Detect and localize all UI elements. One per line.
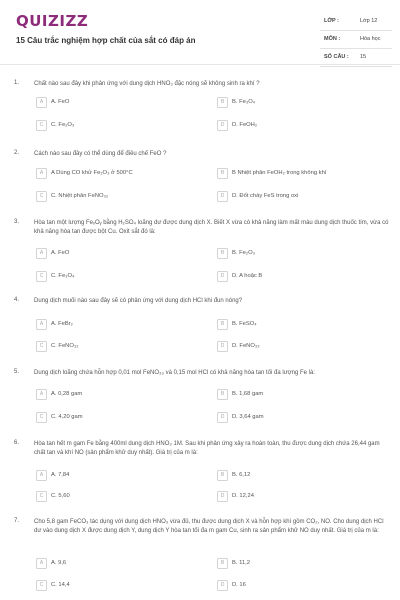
question-number: 4. [14, 297, 20, 303]
question-number: 6. [14, 440, 20, 446]
question-number: 3. [14, 219, 20, 225]
header-divider [0, 64, 400, 65]
option-b[interactable] [217, 319, 357, 330]
meta-value: Hóa học [360, 36, 381, 42]
option-text: C. Fe₂O₃ [51, 121, 75, 128]
meta-value: Lớp 12 [360, 18, 378, 24]
question-text: Hòa tan hết m gam Fe bằng 400ml dung dịch HNO₃ 1M. Sau khi phản ứng xảy ra hoàn toàn, thu được dung dịch chứa 26,44 gam chất tan và khí NO (sản phẩm khử duy nhất). Giá trị của m là: [34, 441, 380, 456]
option-a[interactable] [36, 558, 176, 569]
option-a[interactable] [36, 168, 176, 179]
option-letter-badge: D [217, 341, 228, 352]
question-text: Cho 5,8 gam FeCO₃ tác dụng với dung dịch HNO₃ vừa đủ, thu được dung dịch X và hỗn hợp khí gồm CO₂, NO. Cho dung dịch HCl dư vào dung dịch X được dung dịch Y, dung dịch Y hòa tan tối đa m gam Cu, sinh ra sản phẩm khử NO duy nhất. Giá trị của m là: [34, 519, 384, 534]
option-c[interactable] [36, 191, 176, 202]
option-letter-badge: C [36, 120, 47, 131]
meta-label: SỐ CÂU : [324, 54, 349, 60]
option-b[interactable] [217, 97, 357, 108]
option-text: C. Nhiệt phân FeNO₃₂ [51, 192, 109, 199]
option-letter-badge: B [217, 470, 228, 481]
meta-row-grade [320, 13, 392, 31]
document-title: 15 Câu trắc nghiệm hợp chất của sắt có đáp án [16, 36, 196, 45]
option-d[interactable] [217, 580, 357, 591]
option-letter-badge: B [217, 558, 228, 569]
option-letter-badge: C [36, 412, 47, 423]
option-b[interactable] [217, 470, 357, 481]
option-letter-badge: C [36, 271, 47, 282]
option-a[interactable] [36, 389, 176, 400]
question-number: 5. [14, 369, 20, 375]
page-header [0, 0, 400, 64]
option-text: A. 9,6 [51, 559, 67, 566]
meta-row-subject [320, 31, 392, 49]
option-d[interactable] [217, 271, 357, 282]
option-text: A. 0,28 gam [51, 390, 83, 397]
option-letter-badge: B [217, 389, 228, 400]
option-letter-badge: A [36, 470, 47, 481]
question-text: Cách nào sau đây có thể dùng để điều chế FeO ? [34, 151, 167, 157]
meta-label: LỚP : [324, 18, 339, 24]
option-letter-badge: B [217, 319, 228, 330]
option-letter-badge: A [36, 97, 47, 108]
option-text: B. 6,12 [232, 471, 251, 478]
option-letter-badge: B [217, 97, 228, 108]
meta-label: MÔN : [324, 36, 341, 42]
option-letter-badge: D [217, 491, 228, 502]
option-text: B Nhiệt phân FeOH₂ trong không khí [232, 169, 327, 176]
option-letter-badge: B [217, 168, 228, 179]
option-letter-badge: D [217, 120, 228, 131]
option-c[interactable] [36, 491, 176, 502]
option-text: C. 4,20 gam [51, 413, 83, 420]
option-text: C. Fe₃O₄ [51, 272, 75, 279]
option-c[interactable] [36, 271, 176, 282]
option-b[interactable] [217, 248, 357, 259]
question-text: Chất nào sau đây khi phản ứng với dung dịch HNO₃ đặc nóng sẽ không sinh ra khí ? [34, 81, 260, 87]
option-letter-badge: A [36, 319, 47, 330]
option-a[interactable] [36, 470, 176, 481]
option-letter-badge: B [217, 248, 228, 259]
option-text: A. FeO [51, 249, 70, 256]
option-a[interactable] [36, 319, 176, 330]
option-text: B. FeSO₄ [232, 320, 257, 327]
option-b[interactable] [217, 558, 357, 569]
option-text: C. FeNO₃₂ [51, 342, 79, 349]
option-text: A. FeBr₂ [51, 320, 73, 327]
option-letter-badge: A [36, 248, 47, 259]
option-c[interactable] [36, 120, 176, 131]
option-d[interactable] [217, 191, 357, 202]
option-text: C. 5,60 [51, 492, 70, 499]
option-c[interactable] [36, 412, 176, 423]
option-letter-badge: D [217, 412, 228, 423]
question-number: 2. [14, 150, 20, 156]
option-letter-badge: D [217, 191, 228, 202]
option-text: D. A hoặc B [232, 272, 263, 279]
option-text: D. 12,24 [232, 492, 254, 499]
question-number: 1. [14, 80, 20, 86]
option-text: B. Fe₃O₄ [232, 98, 256, 105]
option-letter-badge: C [36, 341, 47, 352]
option-text: A. FeO [51, 98, 70, 105]
option-d[interactable] [217, 412, 357, 423]
option-a[interactable] [36, 97, 176, 108]
option-text: D. Đốt cháy FeS trong oxi [232, 192, 299, 199]
quizizz-logo[interactable]: QUIZIZZ [16, 12, 89, 30]
question-text: Dung dịch muối nào sau đây sẽ có phản ứng với dung dịch HCl khi đun nóng? [34, 298, 243, 304]
option-letter-badge: A [36, 558, 47, 569]
option-text: D. 16 [232, 581, 246, 588]
meta-info-table [320, 13, 392, 67]
option-text: D. FeOH₂ [232, 121, 258, 128]
option-text: D. 3,64 gam [232, 413, 264, 420]
option-letter-badge: D [217, 271, 228, 282]
option-letter-badge: D [217, 580, 228, 591]
option-text: D. FeNO₃₃ [232, 342, 260, 349]
option-text: B. 11,2 [232, 559, 250, 566]
option-letter-badge: A [36, 168, 47, 179]
option-letter-badge: C [36, 580, 47, 591]
meta-value: 15 [360, 54, 367, 60]
option-d[interactable] [217, 491, 357, 502]
option-letter-badge: C [36, 191, 47, 202]
option-c[interactable] [36, 341, 176, 352]
option-text: B. Fe₂O₃ [232, 249, 255, 256]
option-d[interactable] [217, 120, 357, 131]
option-a[interactable] [36, 248, 176, 259]
option-text: A. 7,84 [51, 471, 70, 478]
option-text: C. 14,4 [51, 581, 70, 588]
option-text: B. 1,68 gam [232, 390, 264, 397]
option-text: A Dùng CO khử Fe₂O₃ ở 500°C [51, 169, 133, 176]
question-number: 7. [14, 518, 20, 524]
question-text: Dung dịch loãng chứa hỗn hợp 0,01 mol FeNO₃₃ và 0,15 mol HCl có khả năng hòa tan tối đa lượng Fe là: [34, 370, 315, 376]
question-text: Hòa tan một lượng FeₓOᵧ bằng H₂SO₄ loãng dư được dung dịch X. Biết X vừa có khả năng làm mất màu dung dịch thuốc tím, vừa có khả năng hòa tan được bột Cu. Oxit sắt đó là: [34, 220, 389, 235]
option-c[interactable] [36, 580, 176, 591]
option-letter-badge: A [36, 389, 47, 400]
option-d[interactable] [217, 341, 357, 352]
option-b[interactable] [217, 389, 357, 400]
option-letter-badge: C [36, 491, 47, 502]
option-b[interactable] [217, 168, 357, 179]
